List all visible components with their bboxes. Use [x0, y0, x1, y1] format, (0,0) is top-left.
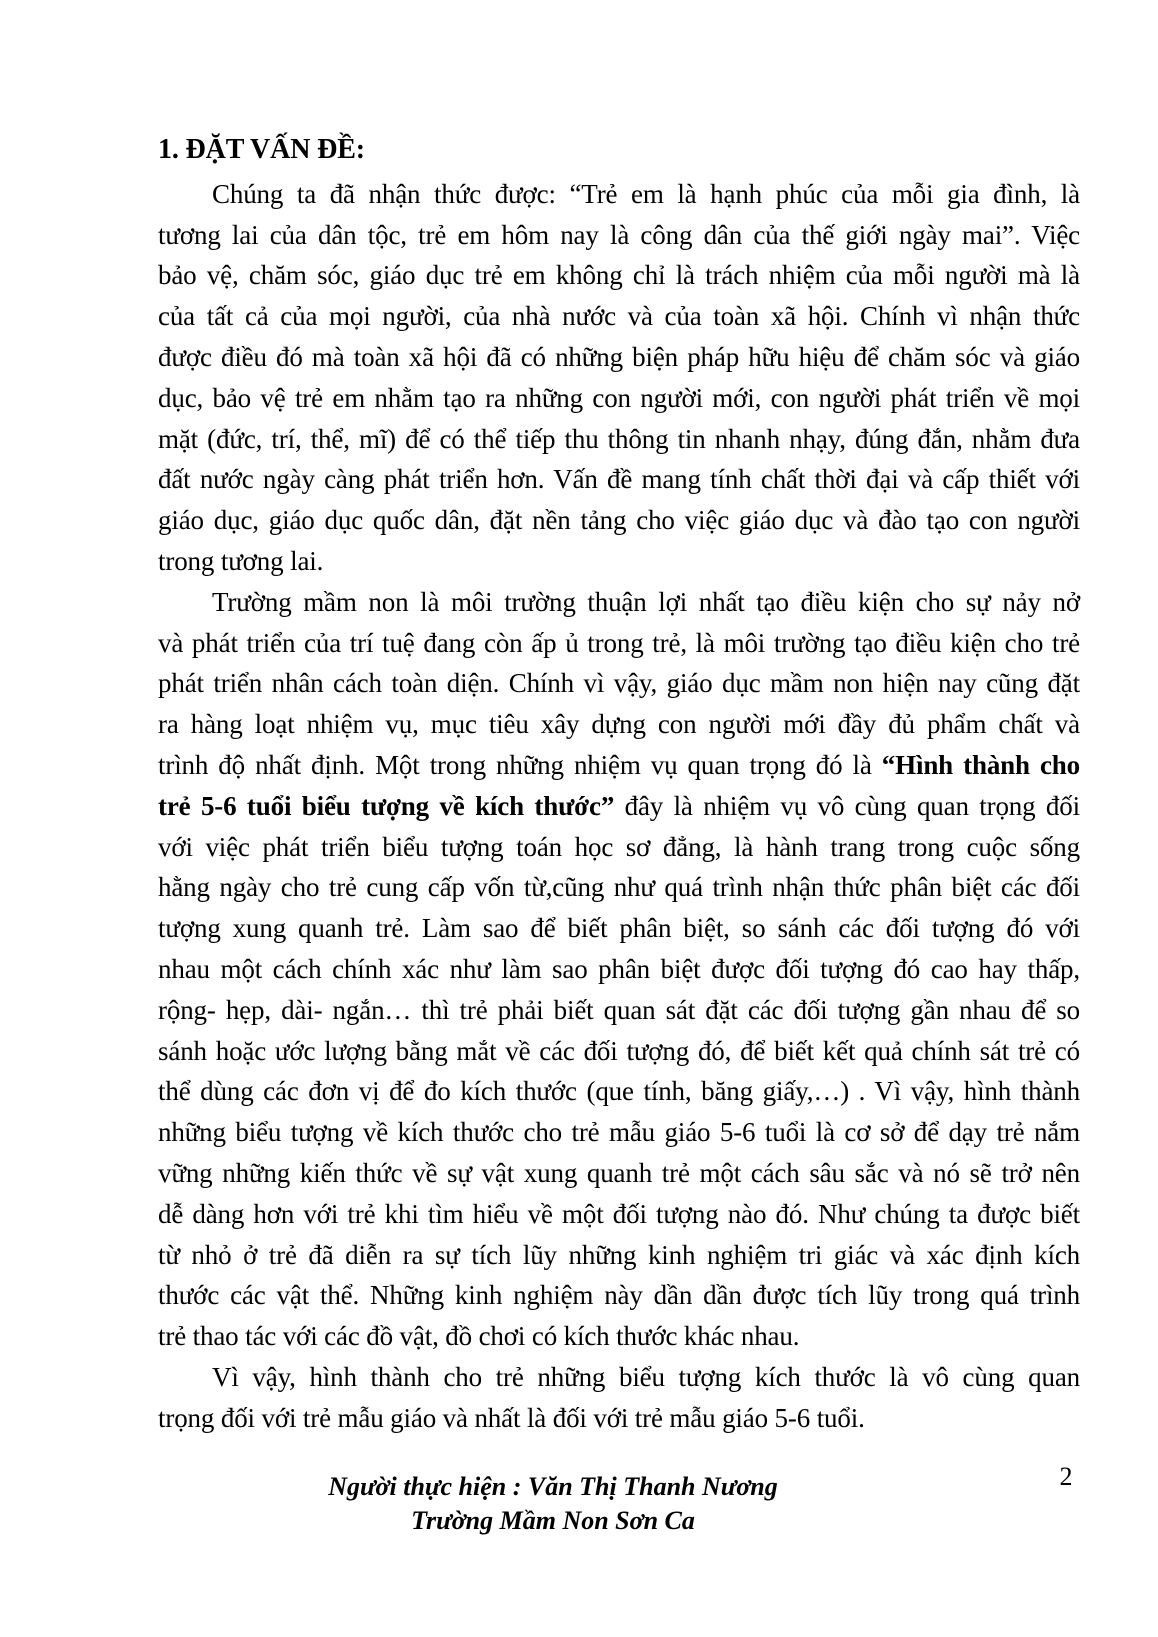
footer-school-line: Trường Mầm Non Sơn Ca: [411, 1506, 695, 1535]
text-line: thể dùng các đơn vị để đo kích thước (que tính, băng giấy,…) . Vì vậy, hình thành: [158, 1076, 1080, 1107]
text-line: rộng- hẹp, dài- ngắn… thì trẻ phải biết quan sát đặt các đối tượng gần nhau để so: [158, 994, 1080, 1025]
page-body-text: [158, 130, 1080, 1439]
text-line: thước các vật thể. Những kinh nghiệm này dần dần được tích lũy trong quá trình: [158, 1280, 1080, 1311]
text-line: phát triển nhân cách toàn diện. Chính vì vậy, giáo dục mầm non hiện nay cũng đặt: [158, 668, 1080, 699]
bold-text-segment: trẻ 5-6 tuổi biểu tượng về kích thước”: [158, 790, 615, 821]
text-line: vững những kiến thức về sự vật xung quanh trẻ một cách sâu sắc và nó sẽ trở nên: [158, 1157, 1080, 1188]
paragraph: [158, 174, 1080, 582]
footer-author-line: Người thực hiện : Văn Thị Thanh Nương: [328, 1472, 778, 1501]
text-line: dục, bảo vệ trẻ em nhằm tạo ra những con người mới, con người phát triển về mọi: [158, 382, 1080, 413]
paragraph: [158, 1357, 1080, 1439]
text-line: với việc phát triển biểu tượng toán học sơ đẳng, là hành trang trong cuộc sống: [158, 831, 1080, 862]
text-line: nhau một cách chính xác như làm sao phân biệt được đối tượng đó cao hay thấp,: [158, 953, 1080, 984]
text-line: mặt (đức, trí, thể, mĩ) để có thể tiếp thu thông tin nhanh nhạy, đúng đắn, nhằm đưa: [158, 423, 1080, 454]
page-number: 2: [1059, 1462, 1073, 1491]
text-line: đất nước ngày càng phát triển hơn. Vấn đề mang tính chất thời đại và cấp thiết với: [158, 464, 1080, 495]
text-line: Trường mầm non là môi trường thuận lợi nhất tạo điều kiện cho sự nảy nở: [212, 586, 1080, 617]
text-line: trong tương lai.: [158, 545, 324, 576]
text-line: hằng ngày cho trẻ cung cấp vốn từ,cũng như quá trình nhận thức phân biệt các đối: [158, 872, 1080, 903]
text-line: Vì vậy, hình thành cho trẻ những biểu tượng kích thước là vô cùng quan: [212, 1361, 1080, 1392]
text-line: tượng xung quanh trẻ. Làm sao để biết phân biệt, so sánh các đối tượng đó với: [158, 913, 1080, 944]
text-line: những biểu tượng về kích thước cho trẻ mẫu giáo 5-6 tuổi là cơ sở để dạy trẻ nắm: [158, 1117, 1080, 1148]
text-line: của tất cả của mọi người, của nhà nước và của toàn xã hội. Chính vì nhận thức: [158, 301, 1080, 332]
paragraph: [158, 582, 1080, 1357]
bold-text-segment: “Hình thành cho: [881, 749, 1081, 780]
text-line: ra hàng loạt nhiệm vụ, mục tiêu xây dựng con người mới đầy đủ phẩm chất và: [158, 709, 1080, 740]
text-segment: trình độ nhất định. Một trong những nhiệm vụ quan trọng đó là: [158, 749, 882, 780]
text-line: trọng đối với trẻ mẫu giáo và nhất là đối với trẻ mẫu giáo 5-6 tuổi.: [158, 1402, 865, 1433]
text-line: [158, 745, 1080, 786]
text-segment: đây là nhiệm vụ vô cùng quan trọng đối: [614, 790, 1080, 821]
text-line: và phát triển của trí tuệ đang còn ấp ủ trong trẻ, là môi trường tạo điều kiện cho trẻ: [158, 627, 1080, 658]
text-line: dễ dàng hơn với trẻ khi tìm hiểu về một đối tượng nào đó. Như chúng ta được biết: [158, 1198, 1080, 1229]
text-line: giáo dục, giáo dục quốc dân, đặt nền tảng cho việc giáo dục và đào tạo con người: [158, 505, 1080, 536]
text-line: từ nhỏ ở trẻ đã diễn ra sự tích lũy những kinh nghiệm tri giác và xác định kích: [158, 1239, 1080, 1270]
text-line: Chúng ta đã nhận thức được: “Trẻ em là hạnh phúc của mỗi gia đình, là: [212, 178, 1080, 209]
text-line: được điều đó mà toàn xã hội đã có những biện pháp hữu hiệu để chăm sóc và giáo: [158, 341, 1080, 372]
text-line: trẻ thao tác với các đồ vật, đồ chơi có kích thước khác nhau.: [158, 1321, 800, 1352]
text-line: sánh hoặc ước lượng bằng mắt về các đối tượng đó, để biết kết quả chính sát trẻ có: [158, 1035, 1080, 1066]
text-line: tương lai của dân tộc, trẻ em hôm nay là công dân của thế giới ngày mai”. Việc: [158, 219, 1080, 250]
section-heading: 1. ĐẶT VẤN ĐỀ:: [158, 134, 365, 165]
text-line: bảo vệ, chăm sóc, giáo dục trẻ em không chỉ là trách nhiệm của mỗi người mà là: [158, 260, 1080, 291]
page-footer: [158, 1470, 948, 1538]
text-line: [158, 786, 1080, 827]
